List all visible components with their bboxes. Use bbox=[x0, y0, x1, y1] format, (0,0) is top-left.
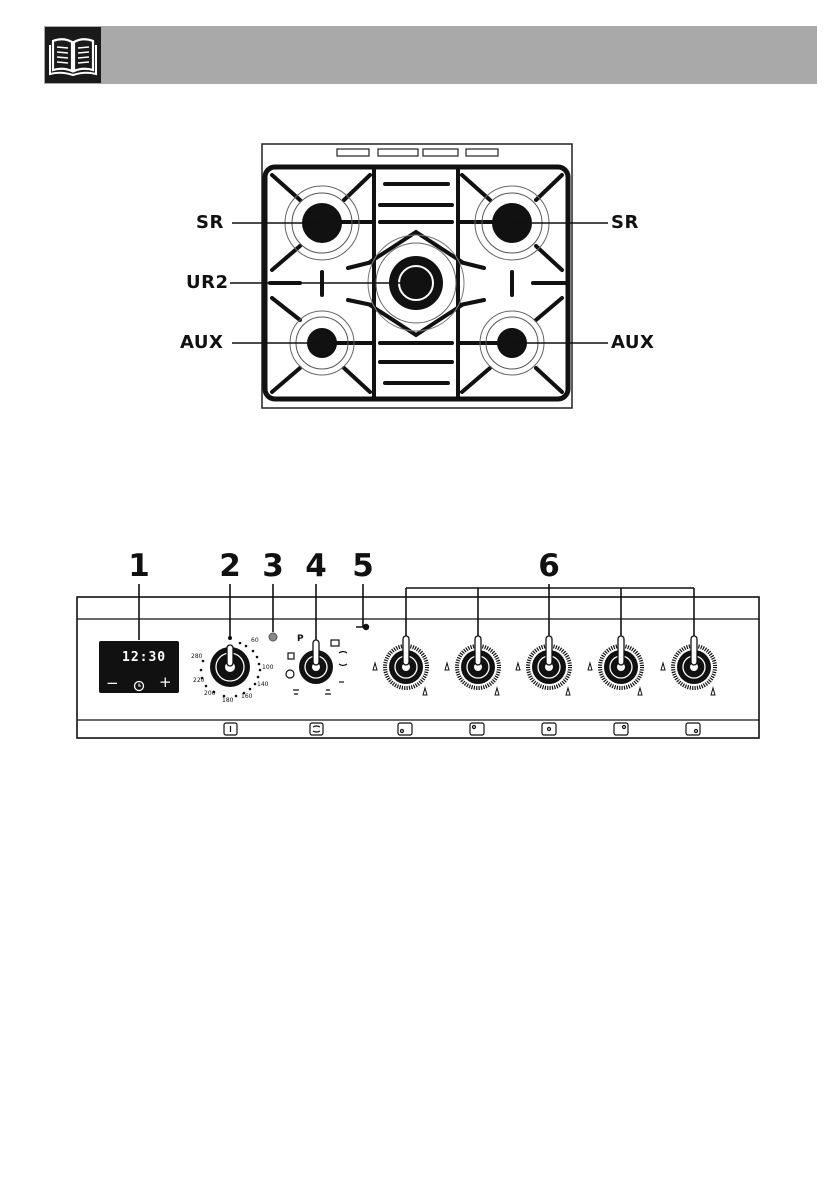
callout-6: 6 bbox=[538, 548, 560, 584]
callout-1: 1 bbox=[128, 548, 150, 584]
callout-3: 3 bbox=[262, 548, 284, 584]
label-sr-left: SR bbox=[196, 212, 224, 233]
temp-label-160: 160 bbox=[241, 693, 253, 700]
label-sr-right: SR bbox=[611, 212, 639, 233]
label-aux-right: AUX bbox=[611, 332, 655, 353]
temp-label-100: 100 bbox=[262, 664, 274, 671]
temp-label-220: 220 bbox=[193, 677, 205, 684]
temp-label-60: 60 bbox=[251, 637, 259, 644]
callout-2: 2 bbox=[219, 548, 241, 584]
temp-label-280: 280 bbox=[191, 653, 203, 660]
callout-4: 4 bbox=[305, 548, 327, 584]
callout-5: 5 bbox=[352, 548, 374, 584]
clock-icon[interactable] bbox=[133, 677, 145, 689]
label-aux-left: AUX bbox=[180, 332, 224, 353]
label-ur2: UR2 bbox=[186, 272, 229, 293]
indicator-light bbox=[269, 633, 277, 641]
programmer-minus-button[interactable]: − bbox=[106, 674, 119, 692]
temp-label-140: 140 bbox=[257, 681, 269, 688]
temp-label-200: 200 bbox=[204, 690, 216, 697]
temp-label-180: 180 bbox=[222, 697, 234, 704]
programmer-plus-button[interactable]: + bbox=[159, 673, 172, 691]
function-symbol-p: P bbox=[297, 634, 304, 644]
display-time: 12:30 bbox=[122, 650, 167, 665]
